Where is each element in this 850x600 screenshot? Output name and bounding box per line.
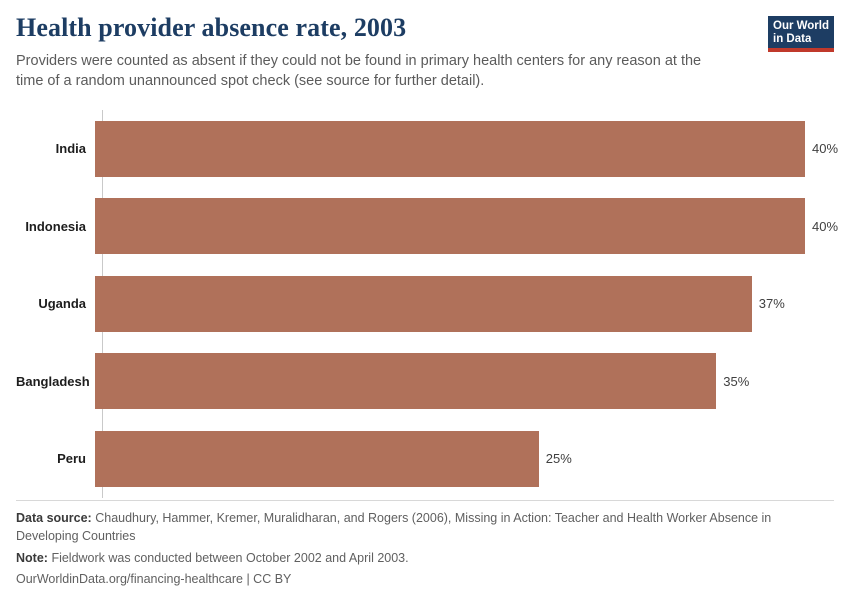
source-link[interactable]: OurWorldinData.org/financing-healthcare | CC BY bbox=[16, 572, 292, 586]
chart-footer bbox=[16, 500, 834, 586]
bar-category-label: India bbox=[55, 141, 86, 157]
bar-category-label: Bangladesh bbox=[16, 373, 90, 389]
bar-category-label: Indonesia bbox=[25, 218, 86, 234]
bar-row[interactable] bbox=[16, 420, 834, 498]
bar[interactable] bbox=[95, 198, 805, 254]
bar-value-label: 40% bbox=[812, 218, 839, 234]
bar-rows bbox=[16, 110, 839, 498]
owid-logo[interactable] bbox=[768, 16, 834, 52]
page-title: Health provider absence rate, 2003 bbox=[16, 13, 407, 42]
owid-logo-line1: Our World bbox=[773, 20, 830, 32]
bar-row[interactable] bbox=[16, 187, 839, 265]
bar[interactable] bbox=[95, 276, 752, 332]
data-source-text: Chaudhury, Hammer, Kremer, Muralidharan, and Rogers (2006), Missing in Action: Teacher and Health Worker Absence in Developing Countries bbox=[16, 511, 772, 543]
bar[interactable] bbox=[95, 431, 539, 487]
chart-subtitle: Providers were counted as absent if they could not be found in primary health centers for any reason at the time of a random unannounced spot check (see source for further detail). bbox=[16, 52, 702, 90]
bar-category-label: Peru bbox=[57, 451, 86, 467]
chart-header bbox=[16, 14, 834, 92]
bar-value-label: 35% bbox=[723, 373, 750, 389]
bar[interactable] bbox=[95, 353, 716, 409]
bar-value-label: 37% bbox=[758, 296, 785, 312]
chart-note bbox=[16, 550, 806, 567]
bar-track bbox=[94, 420, 834, 498]
bar-track bbox=[94, 265, 834, 343]
bar-category-label: Uganda bbox=[38, 296, 86, 312]
bar-value-label: 40% bbox=[812, 141, 839, 157]
bar-chart bbox=[16, 110, 839, 498]
bar-track bbox=[94, 343, 834, 421]
owid-logo-line2: in Data bbox=[773, 32, 812, 45]
chart-note-text: Fieldwork was conducted between October 2002 and April 2003. bbox=[51, 550, 409, 565]
bar-track bbox=[94, 187, 838, 265]
bar-value-label: 25% bbox=[545, 451, 572, 467]
bar-row[interactable] bbox=[16, 110, 839, 188]
chart-note-label: Note: bbox=[16, 550, 48, 565]
bar-row[interactable] bbox=[16, 265, 834, 343]
bar-track bbox=[94, 110, 838, 188]
data-source bbox=[16, 510, 806, 545]
bar-row[interactable] bbox=[16, 343, 834, 421]
bar[interactable] bbox=[95, 121, 805, 177]
data-source-label: Data source: bbox=[16, 511, 92, 526]
